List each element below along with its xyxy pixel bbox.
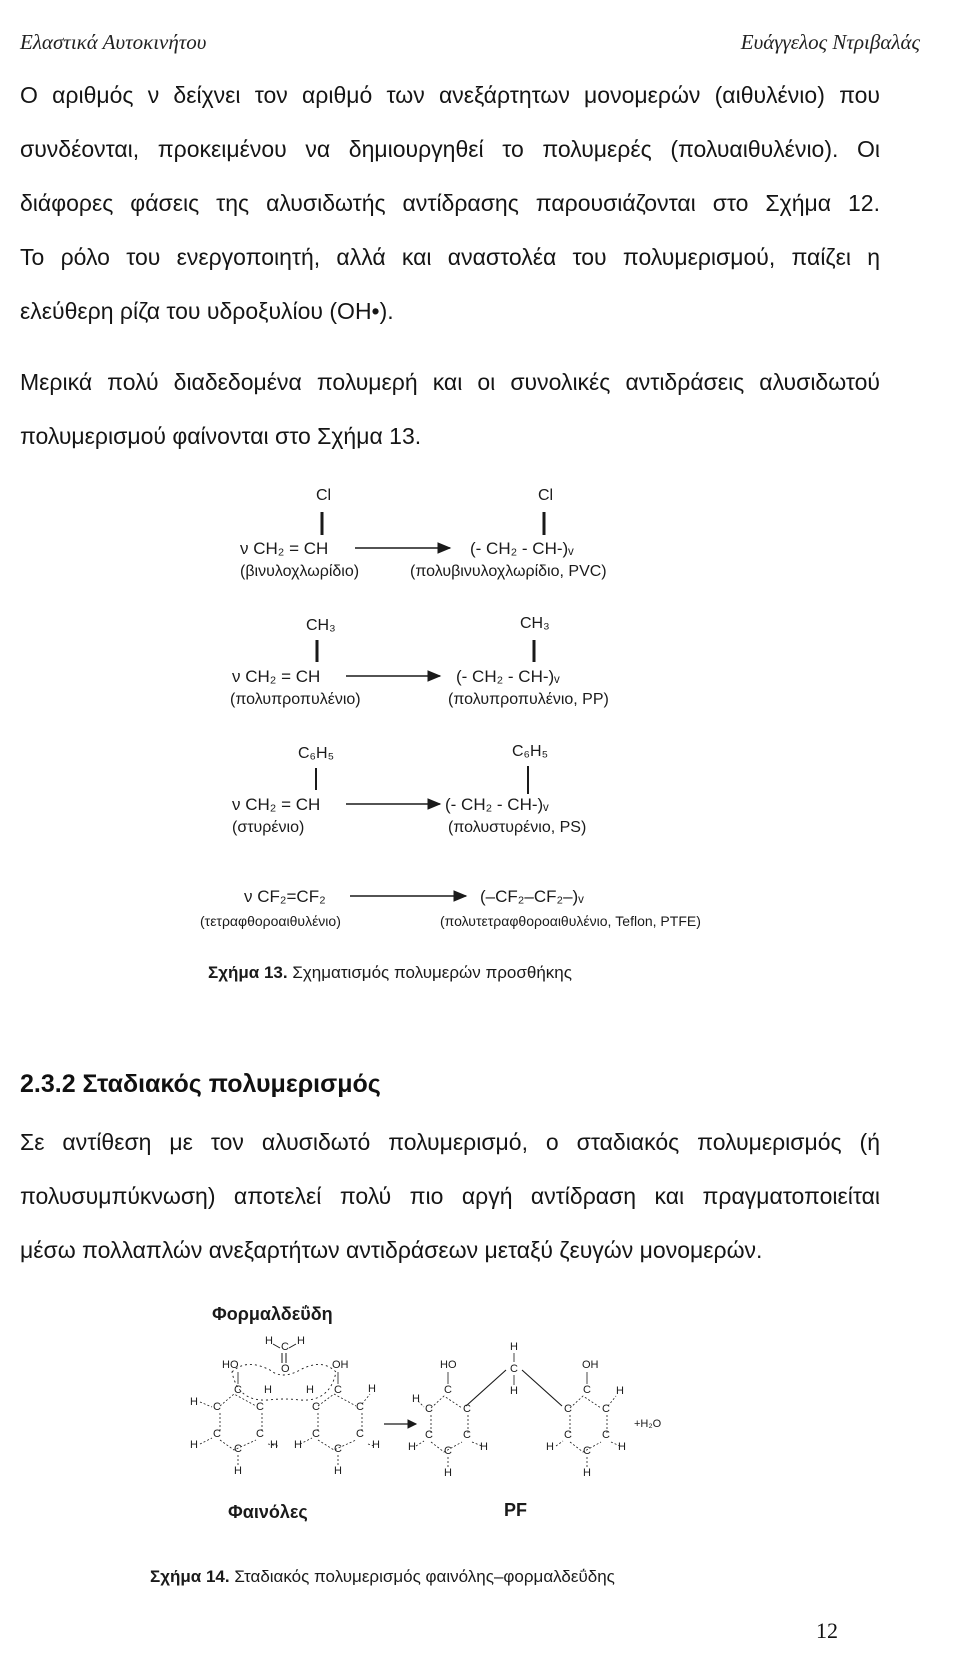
reactant-formula: ν CH₂ = CH	[232, 795, 321, 814]
caption-text: Σχηματισμός πολυμερών προσθήκης	[287, 963, 572, 982]
bridge-bond	[466, 1370, 506, 1406]
atom-o: O	[281, 1363, 290, 1375]
atom-c: C	[444, 1384, 452, 1396]
atom-c: C	[356, 1401, 364, 1413]
arrow-head	[428, 799, 440, 809]
second-paragraph	[20, 355, 880, 463]
atom-h: H	[480, 1441, 488, 1453]
text-line: διάφορες φάσεις της αλυσιδωτής αντίδρασης παρουσιάζονται στο Σχήμα 12.	[20, 190, 880, 216]
caption-label: Σχήμα 13.	[208, 963, 288, 982]
text-line: συνδέονται, προκειμένου να δημιουργηθεί το πολυμερές (πολυαιθυλένιο). Οι	[20, 136, 880, 162]
reactant-name: (πολυπροπυλένιο)	[230, 691, 361, 708]
atom-h: H	[583, 1467, 591, 1479]
product-formula: (- CH₂ - CH-)ᵥ	[456, 667, 560, 686]
product-name: (πολυβινυλοχλωρίδιο, PVC)	[410, 563, 607, 580]
header-author: Ευάγγελος Ντριβαλάς	[740, 30, 920, 54]
product-formula: (–CF₂–CF₂–)ᵥ	[480, 887, 584, 906]
bridge-bond	[522, 1370, 562, 1406]
product-formula: (- CH₂ - CH-)ᵥ	[470, 539, 574, 558]
atom-c: C	[510, 1363, 518, 1375]
intro-paragraph	[20, 68, 880, 338]
atom-h: H	[297, 1335, 305, 1347]
atom-h: H	[510, 1385, 518, 1397]
atom-ho: HO	[440, 1359, 457, 1371]
atom-h: H	[294, 1439, 302, 1451]
text-line: Μερικά πολύ διαδεδομένα πολυμερή και οι συνολικές αντιδράσεις αλυσιδωτού	[20, 369, 880, 395]
text-line: πολυσυμπύκνωση) αποτελεί πολύ πιο αργή αντίδραση και πραγματοποιείται	[20, 1183, 880, 1209]
text-line: μέσω πολλαπλών ανεξαρτήτων αντιδράσεων μεταξύ ζευγών μονομερών.	[20, 1237, 763, 1263]
phenols-label: Φαινόλες	[228, 1502, 308, 1522]
atom-c: C	[234, 1443, 242, 1455]
reaction-pp	[230, 615, 609, 708]
atom-h: H	[190, 1396, 198, 1408]
atom-c: C	[213, 1401, 221, 1413]
figure-13-caption	[208, 963, 572, 982]
bond	[289, 1344, 296, 1348]
product-name: (πολυπροπυλένιο, PP)	[448, 691, 609, 708]
atom-h: H	[412, 1393, 420, 1405]
arrow-head	[428, 671, 440, 681]
atom-c: C	[356, 1428, 364, 1440]
atom-h: H	[234, 1465, 242, 1477]
text-line: Το ρόλο του ενεργοποιητή, αλλά και αναστολέα του πολυμερισμού, παίζει η	[20, 244, 880, 270]
atom-h: H	[368, 1383, 376, 1395]
arrow-head	[438, 543, 450, 553]
atom-c: C	[463, 1429, 471, 1441]
atom-h: H	[306, 1384, 314, 1396]
section-title: 2.3.2 Σταδιακός πολυμερισμός	[20, 1070, 381, 1098]
atom-c: C	[234, 1384, 242, 1396]
product-formula: (- CH₂ - CH-)ᵥ	[445, 795, 549, 814]
atom-c: C	[213, 1428, 221, 1440]
atom-h: H	[408, 1441, 416, 1453]
atom-c: C	[602, 1403, 610, 1415]
substituent-left: C₆H₅	[298, 745, 335, 762]
atom-c: C	[583, 1384, 591, 1396]
atom-ho: HO	[222, 1359, 239, 1371]
atom-oh: OH	[582, 1359, 599, 1371]
arrow-head	[408, 1420, 416, 1428]
figure-14-phenol-formaldehyde	[0, 1290, 960, 1590]
atom-oh: OH	[332, 1359, 349, 1371]
atom-h: H	[444, 1467, 452, 1479]
caption-text: Σταδιακός πολυμερισμός φαινόλης–φορμαλδεΰδης	[229, 1567, 615, 1586]
atom-c: C	[564, 1403, 572, 1415]
atom-h: H	[270, 1439, 278, 1451]
atom-c: C	[334, 1384, 342, 1396]
ring-bonds	[200, 1394, 278, 1466]
atom-c: C	[425, 1403, 433, 1415]
atom-h: H	[334, 1465, 342, 1477]
header-book-title: Ελαστικά Αυτοκινήτου	[20, 30, 207, 54]
product-structure	[408, 1341, 662, 1479]
reactant-name: (στυρένιο)	[232, 819, 305, 836]
atom-h: H	[372, 1439, 380, 1451]
reactant-name: (τετραφθοροαιθυλένιο)	[200, 913, 341, 929]
atom-c: C	[281, 1341, 289, 1353]
formaldehyde-label: Φορμαλδεΰδη	[212, 1304, 333, 1324]
reactant-formula: ν CF₂=CF₂	[244, 887, 326, 906]
atom-c: C	[425, 1429, 433, 1441]
text-line: Ο αριθμός ν δείχνει τον αριθμό των ανεξάρτητων μονομερών (αιθυλένιο) που	[20, 82, 880, 108]
atom-h: H	[546, 1441, 554, 1453]
reaction-pvc	[240, 487, 607, 580]
reactant-formula: ν CH₂ = CH	[232, 667, 321, 686]
pf-label: PF	[504, 1500, 528, 1520]
reactant-formula: ν CH₂ = CH	[240, 539, 329, 558]
reaction-ptfe	[200, 887, 701, 929]
text-line: πολυμερισμού φαίνονται στο Σχήμα 13.	[20, 423, 422, 449]
figure-13-addition-polymers	[0, 470, 960, 990]
atom-c: C	[312, 1428, 320, 1440]
atom-c: C	[256, 1401, 264, 1413]
substituent-left: CH₃	[306, 617, 336, 634]
atom-c: C	[602, 1429, 610, 1441]
substituent-right: CH₃	[520, 615, 550, 632]
atom-c: C	[312, 1401, 320, 1413]
reaction-ps	[232, 743, 586, 836]
reactant-name: (βινυλοχλωρίδιο)	[240, 563, 360, 580]
substituent-left: Cl	[316, 487, 332, 504]
atom-c: C	[463, 1403, 471, 1415]
substituent-right: C₆H₅	[512, 743, 549, 760]
atom-h: H	[265, 1335, 273, 1347]
caption-label: Σχήμα 14.	[150, 1567, 230, 1586]
substituent-right: Cl	[538, 487, 554, 504]
third-paragraph	[20, 1115, 880, 1277]
atom-h: H	[618, 1441, 626, 1453]
water-byproduct: +H₂O	[634, 1418, 662, 1430]
product-name: (πολυτετραφθοροαιθυλένιο, Teflon, PTFE)	[440, 913, 701, 929]
figure-14-caption	[150, 1567, 615, 1586]
text-line: Σε αντίθεση με τον αλυσιδωτό πολυμερισμό, ο σταδιακός πολυμερισμός (ή	[20, 1129, 880, 1155]
atom-h: H	[264, 1384, 272, 1396]
arrow-head	[454, 891, 466, 901]
atom-c: C	[334, 1443, 342, 1455]
atom-c: C	[444, 1445, 452, 1457]
atom-c: C	[564, 1429, 572, 1441]
page-number: 12	[816, 1618, 838, 1643]
bond	[273, 1344, 280, 1348]
atom-c: C	[256, 1428, 264, 1440]
atom-h: H	[190, 1439, 198, 1451]
reactants-structure	[190, 1335, 380, 1477]
text-line: ελεύθερη ρίζα του υδροξυλίου (ΟΗ•).	[20, 298, 394, 324]
product-name: (πολυστυρένιο, PS)	[448, 819, 587, 836]
atom-h: H	[616, 1385, 624, 1397]
atom-c: C	[583, 1445, 591, 1457]
atom-h: H	[510, 1341, 518, 1353]
